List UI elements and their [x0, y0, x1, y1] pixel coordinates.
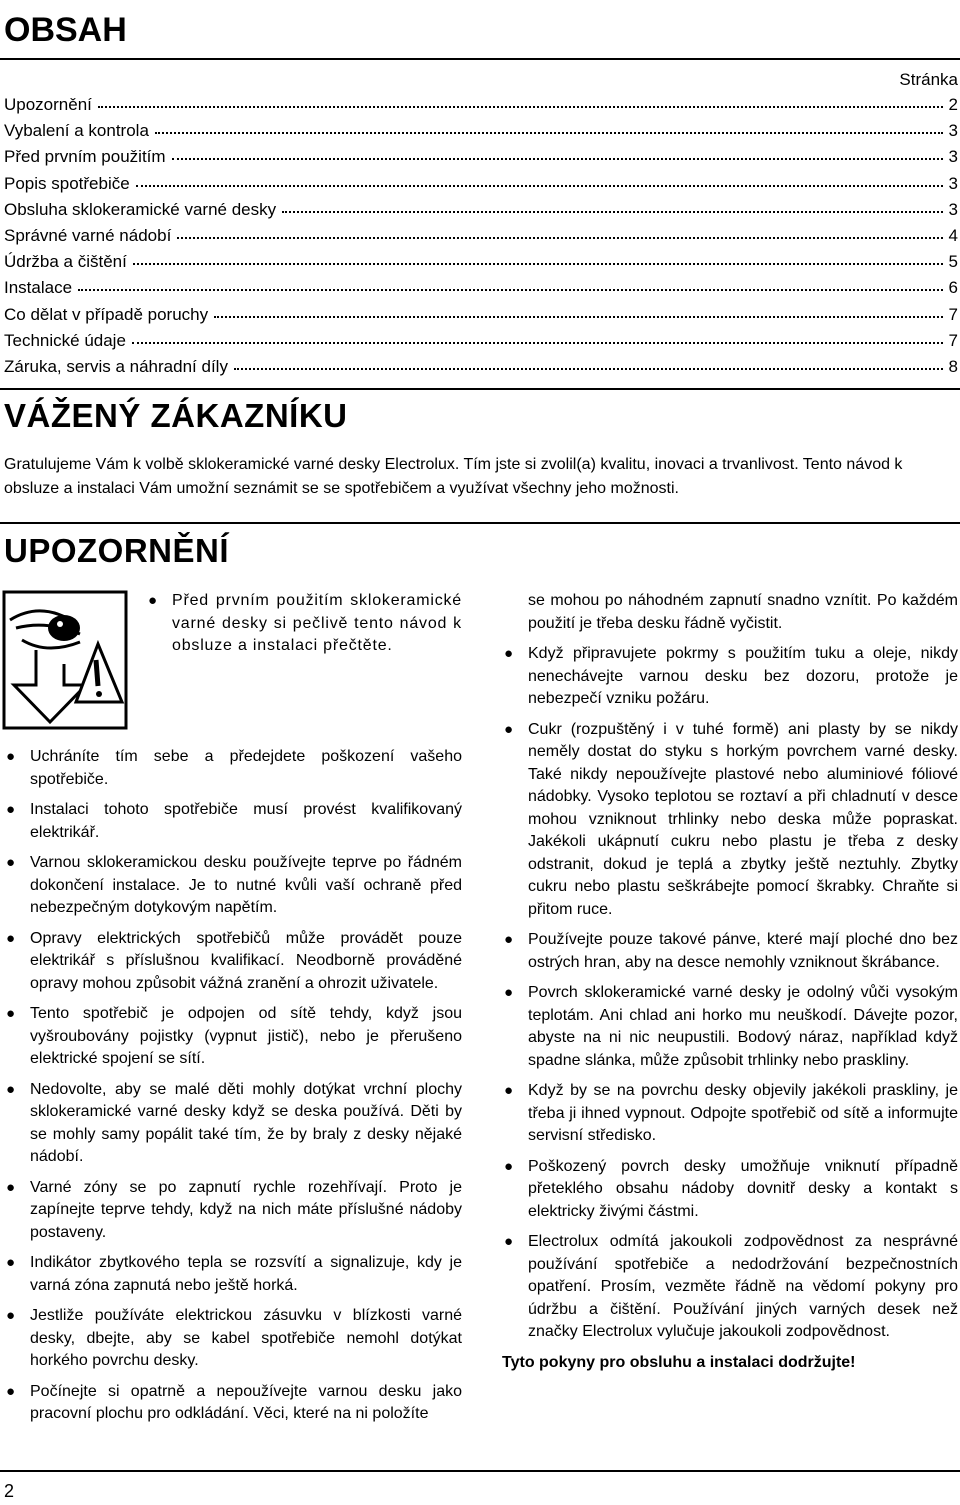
- list-item: ● Electrolux odmítá jakoukoli zodpovědnost za nesprávné používání spotřebiče a nedodržování bezpečnostních opatření. Prosím, vezměte řádně na vědomí pokyny pro údržbu a čištění. Používání jiných varných desek než značky Electrolux vylučuje jakoukoli zodpovědnost.: [504, 1233, 958, 1340]
- toc-page-header: Stránka: [899, 70, 958, 89]
- warnings-column-left: [4, 746, 462, 1434]
- toc-entry[interactable]: Záruka, servis a náhradní díly 8: [4, 356, 958, 376]
- list-item: ● Varné zóny se po zapnutí rychle rozehřívají. Proto je zapínejte teprve tehdy, když na nich máte příslušné nádoby postaveny.: [6, 1178, 462, 1241]
- intro-text: Gratulujeme Vám k volbě sklokeramické varné desky Electrolux. Tím jste si zvolil(a) kvalitu, inovaci a trvanlivost. Tento návod k obsluze a instalaci Vám umožní seznámit se se spotřebičem a využívat všechny jeho možnosti.: [4, 456, 903, 497]
- list-item: ● Nedovolte, aby se malé děti mohly dotýkat vrchní plochy sklokeramické varné desky když se deska používá. Děti by se mohly samy popálit také tím, že by braly z desky nějaké nádobí.: [6, 1080, 462, 1165]
- list-item: ● Poškozený povrch desky umožňuje vniknutí případně přetekléhо obsahu nádoby dovnitř desky a kontakt s elektricky živými částmi.: [504, 1157, 958, 1220]
- toc-entry[interactable]: Obsluha sklokeramické varné desky 3: [4, 199, 958, 219]
- toc-entry[interactable]: Instalace 6: [4, 278, 958, 298]
- divider: [0, 522, 960, 524]
- list-item: ● Instalaci tohoto spotřebiče musí provést kvalifikovaný elektrikář.: [6, 801, 462, 841]
- list-item: ● Varnou sklokeramickou desku používejte teprve po řádném dokončení instalace. Je to nutné kvůli vaší ochraně před nebezpečným dotykovým napětím.: [6, 854, 462, 916]
- toc-entry[interactable]: Popis spotřebiče 3: [4, 173, 958, 193]
- list-item-continuation: se mohou po náhodném zapnutí snadno vznítit. Po každém použití je třeba desku řádně vyčistit.: [528, 592, 958, 632]
- table-of-contents: [4, 92, 958, 380]
- list-item: ● Když připravujete pokrmy s použitím tuku a oleje, nikdy nenechávejte varnou desku bez dozoru, protože je nebezpečí vzniku požáru.: [504, 645, 958, 707]
- page-number: 2: [4, 1481, 15, 1501]
- toc-entry[interactable]: Správné varné nádobí 4: [4, 225, 958, 245]
- warning-eye-icon: [2, 590, 128, 730]
- toc-entry[interactable]: Technické údaje 7: [4, 330, 958, 350]
- page-title: OBSAH: [4, 11, 127, 49]
- list-item: ● Když by se na povrchu desky objevily jakékoli praskliny, je třeba ji ihned vypnout. Odpojte spotřebič od sítě a informujte servisní středisko.: [504, 1082, 958, 1144]
- section-heading-warnings: UPOZORNĚNÍ: [4, 532, 230, 569]
- section-heading-customer: VÁŽENÝ ZÁKAZNÍKU: [4, 397, 348, 434]
- warnings-column-intro: [146, 590, 462, 666]
- toc-entry[interactable]: Co dělat v případě poruchy 7: [4, 304, 958, 324]
- list-item: ● Cukr (rozpuštěný i v tuhé formě) ani plasty by se nikdy neměly dostat do styku s horkým povrchem varné desky. Také nikdy nepoužívejte plastové nebo aluminiové fóliové nádobky. Vysoko teplotou se roztaví a při chladnutí v desce mohou vzniknout trhlinky nebo deska může popraskat. Jakékoli ukápnutí cukru nebo plastu je třeba z desky odstranit, dokud je teplá a zbytky ještě neztuhly. Zbytky cukru nebo plastu seškrábejte pomocí škrabky. Chraňte si přitom ruce.: [504, 720, 958, 918]
- list-item: ● Používejte pouze takové pánve, které mají ploché dno bez ostrých hran, aby na desce nemohly vzniknout škrábance.: [504, 931, 958, 971]
- list-item: ● Indikátor zbytkového tepla se rozsvítí a signalizuje, kdy je varná zóna zapnutá nebo ještě horká.: [6, 1254, 462, 1294]
- list-item: ● Opravy elektrických spotřebičů může provádět pouze elektrikář s příslušnou kvalifikací. Neodborně prováděné opravy mohou způsobit vážná zranění a ohrozit uživatele.: [6, 929, 462, 992]
- toc-entry[interactable]: Před prvním použitím 3: [4, 147, 958, 167]
- toc-entry[interactable]: Údržba a čištění 5: [4, 252, 958, 272]
- toc-entry[interactable]: Vybalení a kontrola 3: [4, 121, 958, 141]
- divider: [0, 388, 960, 390]
- list-item: ● Povrch sklokeramické varné desky je odolný vůči vysokým teplotám. Ani chlad ani horko mu neuškodí. Dávejte pozor, abyste na ni nic neupustili. Bodový náraz, například když spadne slánka, může způsobit trhlinky nebo praskliny.: [504, 984, 958, 1069]
- divider: [0, 58, 960, 60]
- list-item: ● Uchráníte tím sebe a předejdete poškození vašeho spotřebiče.: [6, 748, 462, 788]
- list-item: ● Počínejte si opatrně a nepoužívejte varnou desku jako pracovní plochu pro odkládání. Věci, které na ni položíte: [6, 1382, 462, 1422]
- list-item: ● Před prvním použitím sklokeramické varné desky si pečlivě tento návod k obsluze a instalaci přečtěte.: [148, 592, 462, 654]
- warnings-column-right: [502, 590, 958, 1374]
- toc-entry[interactable]: Upozornění 2: [4, 95, 958, 114]
- closing-note: Tyto pokyny pro obsluhu a instalaci dodržujte!: [502, 1353, 856, 1371]
- list-item: ● Jestliže používáte elektrickou zásuvku v blízkosti varné desky, dbejte, aby se kabel spotřebiče nemohl dotýkat horkého povrchu desky.: [6, 1307, 462, 1369]
- list-item: ● Tento spotřebič je odpojen od sítě tehdy, když jsou vyšroubovány pojistky (vypnut jistič), nebo je přerušeno elektrické spojení se sítí.: [6, 1005, 462, 1067]
- divider: [0, 1470, 960, 1472]
